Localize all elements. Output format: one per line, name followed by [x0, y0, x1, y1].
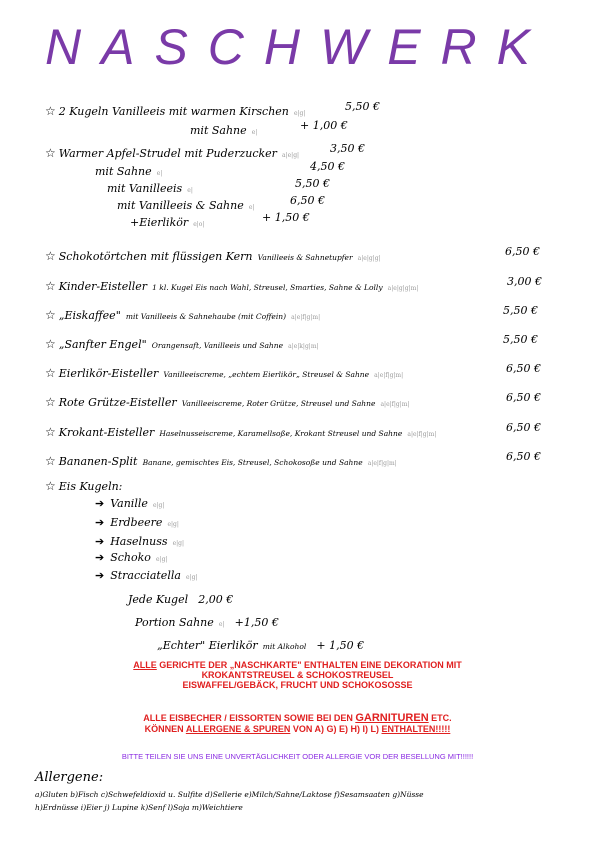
- arrow-right-icon: ➔: [95, 516, 105, 529]
- item-name: Schokotörtchen mit flüssigen Kern: [58, 250, 253, 263]
- item-name: mit Sahne: [95, 165, 152, 178]
- item-description: 1 kl. Kugel Eis nach Wahl, Streusel, Smarties, Sahne & Lolly: [152, 283, 383, 292]
- allergen-code: e|g|: [156, 556, 168, 563]
- flavor-item: ➔ Stracciatella e|g|: [95, 569, 198, 582]
- flavor-item: ➔ Vanille e|g|: [95, 497, 165, 510]
- item-description: Vanilleeis & Sahnetupfer: [257, 253, 353, 262]
- allergen-code: a|e|f|g|m|: [380, 401, 410, 408]
- item-name: mit Vanilleeis: [107, 182, 183, 195]
- menu-item-bananen-split: [45, 450, 397, 469]
- allergen-code: e|g|: [186, 574, 198, 581]
- item-name: mit Vanilleeis & Sahne: [117, 199, 244, 212]
- item-price: 2,00 €: [198, 593, 234, 606]
- menu-item-strudel: [45, 142, 299, 161]
- menu-item-kinder-eisteller: [45, 275, 418, 294]
- notice-intolerance: BITTE TEILEN SIE UNS EINE UNVERTÄGLICHKEIT ODER ALLERGIE VOR DER BESELLUNG MIT!!!!!!: [121, 752, 474, 761]
- menu-item-sanfter-engel: [45, 333, 319, 352]
- menu-subitem: [130, 211, 204, 230]
- allergen-code: a|e|f|g|m|: [367, 460, 397, 467]
- star-icon: ☆: [45, 104, 56, 118]
- item-price: 5,50 €: [503, 304, 538, 317]
- allergene-list-line1: a)Gluten b)Fisch c)Schwefeldioxid u. Sulfite d)Sellerie e)Milch/Sahne/Laktose f)Sesamsaaten g)Nüsse: [35, 790, 424, 799]
- allergen-code: e|: [251, 129, 258, 136]
- item-price: 6,50 €: [505, 245, 540, 258]
- item-name: „Sanfter Engel": [58, 338, 147, 351]
- item-description: Vanilleeiscreme, Roter Grütze, Streusel und Sahne: [181, 399, 376, 408]
- item-price: 5,50 €: [295, 177, 330, 190]
- allergen-code: e|g|: [152, 502, 165, 509]
- menu-subitem: [190, 119, 257, 138]
- menu-item-rote-gruetze: [45, 391, 409, 410]
- allergen-code: a|e|f|g|m|: [407, 431, 437, 438]
- star-icon: ☆: [45, 366, 56, 380]
- item-name: Eierlikör-Eisteller: [58, 367, 159, 380]
- item-price: 3,50 €: [330, 142, 365, 155]
- item-price: +1,50 €: [234, 616, 279, 629]
- item-name: Krokant-Eisteller: [58, 426, 155, 439]
- item-price: 6,50 €: [506, 362, 541, 375]
- item-price: 5,50 €: [345, 100, 380, 113]
- allergen-code: e|: [156, 170, 163, 177]
- menu-item-kirschen: [45, 100, 305, 119]
- allergen-code: a|e|f|g|m|: [374, 372, 404, 379]
- item-description: Orangensaft, Vanilleeis und Sahne: [151, 341, 284, 350]
- notice-decoration: ALLE GERICHTE DER „NASCHKARTE" ENTHALTEN EINE DEKORATION MIT KROKANTSTREUSEL & SCHOKOSTREUSEL EISWAFFEL/GEBÄCK, FRUCHT UND SCHOKOSOSSE: [133, 660, 462, 690]
- notice-allergens: ALLE EISBECHER / EISSORTEN SOWIE BEI DEN GARNITUREN ETC. KÖNNEN ALLERGENE & SPUREN VON A) G) E) H) I) L) ENTHALTEN!!!!!: [143, 712, 452, 734]
- item-name: 2 Kugeln Vanilleeis mit warmen Kirschen: [58, 105, 289, 118]
- star-icon: ☆: [45, 249, 56, 263]
- portion-sahne: Portion Sahne e| +1,50 €: [135, 616, 279, 629]
- item-name: Warmer Apfel-Strudel mit Puderzucker: [58, 147, 277, 160]
- jede-kugel: Jede Kugel 2,00 €: [128, 593, 234, 606]
- allergene-heading: Allergene:: [35, 770, 104, 785]
- menu-item-krokant: [45, 421, 436, 440]
- item-price: 5,50 €: [503, 333, 538, 346]
- item-name: „Eiskaffee": [58, 309, 121, 322]
- item-name: Kinder-Eisteller: [58, 280, 148, 293]
- arrow-right-icon: ➔: [95, 551, 105, 564]
- star-icon: ☆: [45, 337, 56, 351]
- menu-item-eiskaffee: [45, 304, 320, 323]
- item-price: 6,50 €: [506, 421, 541, 434]
- star-icon: ☆: [45, 395, 56, 409]
- allergene-list-line2: h)Erdnüsse i)Eier j) Lupine k)Senf l)Soja m)Weichtiere: [35, 803, 243, 812]
- allergen-code: a|e|g|g|m|: [387, 285, 419, 292]
- item-price: 6,50 €: [506, 450, 541, 463]
- allergen-code: a|e|f|g|m|: [291, 314, 321, 321]
- item-name: Bananen-Split: [58, 455, 138, 468]
- allergen-code: e|g|: [167, 521, 179, 528]
- star-icon: ☆: [45, 425, 56, 439]
- allergen-code: e|: [187, 187, 193, 194]
- flavor-item: ➔ Haselnuss e|g|: [95, 535, 185, 548]
- arrow-right-icon: ➔: [95, 535, 105, 548]
- item-description: mit Vanilleeis & Sahnehaube (mit Coffein): [125, 312, 287, 321]
- item-price: + 1,50 €: [316, 639, 365, 652]
- echter-eierlikoer: „Echter" Eierlikör mit Alkohol + 1,50 €: [157, 639, 365, 652]
- menu-item-eierlikoer-eisteller: [45, 362, 403, 381]
- star-icon: ☆: [45, 479, 56, 493]
- item-name: +Eierlikör: [130, 216, 189, 229]
- star-icon: ☆: [45, 308, 56, 322]
- allergen-code: e|o|: [193, 221, 205, 228]
- item-price: 6,50 €: [290, 194, 325, 207]
- item-name: Rote Grütze-Eisteller: [58, 396, 177, 409]
- item-price: + 1,00 €: [300, 119, 348, 132]
- allergen-code: a|e|g|g|: [357, 255, 381, 262]
- item-price: 4,50 €: [310, 160, 345, 173]
- star-icon: ☆: [45, 279, 56, 293]
- allergen-code: a|e|g|: [282, 152, 300, 159]
- allergen-code: e|g|: [293, 110, 306, 117]
- arrow-right-icon: ➔: [95, 569, 105, 582]
- menu-title: NASCHWERK: [44, 19, 551, 75]
- arrow-right-icon: ➔: [95, 497, 105, 510]
- allergen-code: e|g|: [172, 540, 185, 547]
- flavor-item: ➔ Erdbeere e|g|: [95, 516, 179, 529]
- item-description: Banane, gemischtes Eis, Streusel, Schokosoße und Sahne: [142, 458, 363, 467]
- allergen-code: e|: [248, 204, 255, 211]
- menu-item-schokotoertchen: [45, 245, 381, 264]
- eis-kugeln-heading: ☆ Eis Kugeln:: [45, 479, 123, 493]
- item-price: + 1,50 €: [262, 211, 310, 224]
- item-price: 3,00 €: [507, 275, 542, 288]
- item-description: Vanilleeiscreme, „echtem Eierlikör„ Streusel & Sahne: [163, 370, 370, 379]
- star-icon: ☆: [45, 146, 56, 160]
- allergen-code: e|: [218, 621, 225, 628]
- allergen-code: a|e|k|g|m|: [288, 343, 319, 350]
- item-price: 6,50 €: [506, 391, 541, 404]
- item-name: mit Sahne: [190, 124, 247, 137]
- star-icon: ☆: [45, 454, 56, 468]
- flavor-item: ➔ Schoko e|g|: [95, 551, 168, 564]
- item-description: Haselnusseiscreme, Karamellsoße, Krokant Streusel und Sahne: [159, 429, 403, 438]
